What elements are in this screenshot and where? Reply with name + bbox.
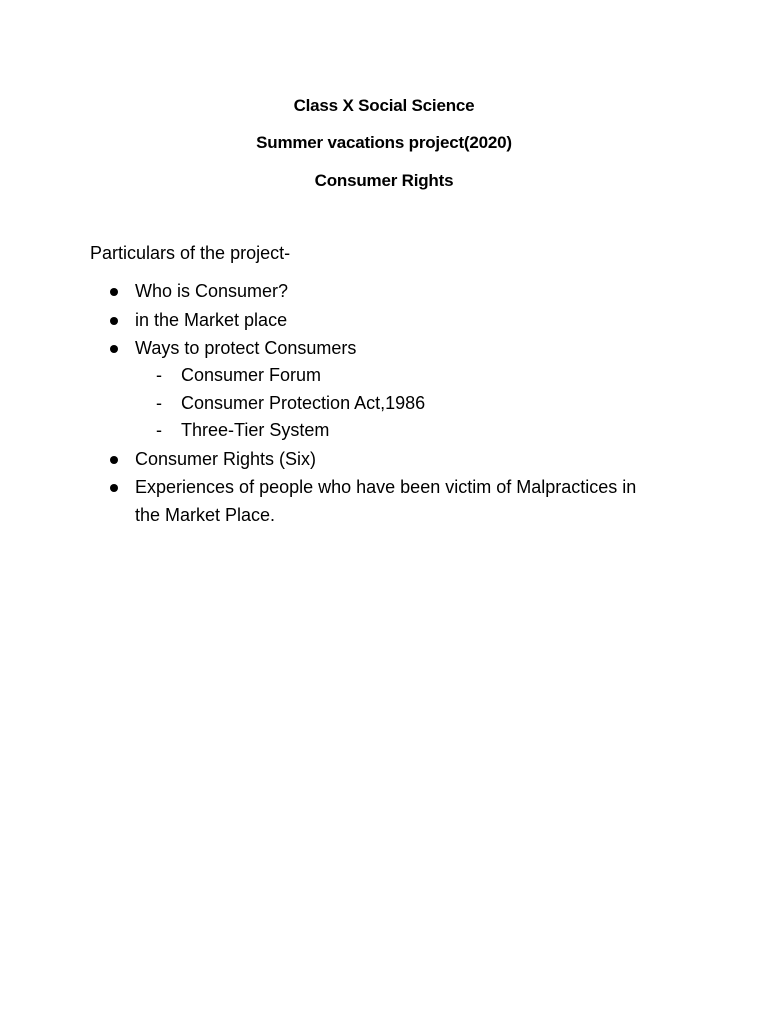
sub-list-item-text: Consumer Forum [181, 365, 322, 385]
title-class: Class X Social Science [293, 96, 475, 115]
sub-list-item-text: Three-Tier System [181, 420, 330, 440]
bullet-icon [110, 288, 118, 296]
title-project: Summer vacations project(2020) [256, 133, 512, 152]
dash-marker: - [156, 365, 162, 385]
bullet-icon [110, 345, 118, 353]
list-item-text: Consumer Rights (Six) [135, 449, 317, 469]
list-item-text: Who is Consumer? [135, 281, 289, 301]
list-item-text: in the Market place [135, 310, 288, 330]
bullet-icon [110, 484, 118, 492]
list-item-text: Experiences of people who have been victim of Malpractices in the Market Place. [135, 477, 637, 525]
sub-list-item-text: Consumer Protection Act,1986 [181, 393, 426, 413]
intro-text: Particulars of the project- [90, 243, 291, 263]
list-item-text: Ways to protect Consumers [135, 338, 357, 358]
dash-marker: - [156, 393, 162, 413]
dash-marker: - [156, 420, 162, 440]
bullet-icon [110, 317, 118, 325]
title-topic: Consumer Rights [314, 171, 454, 190]
bullet-icon [110, 456, 118, 464]
